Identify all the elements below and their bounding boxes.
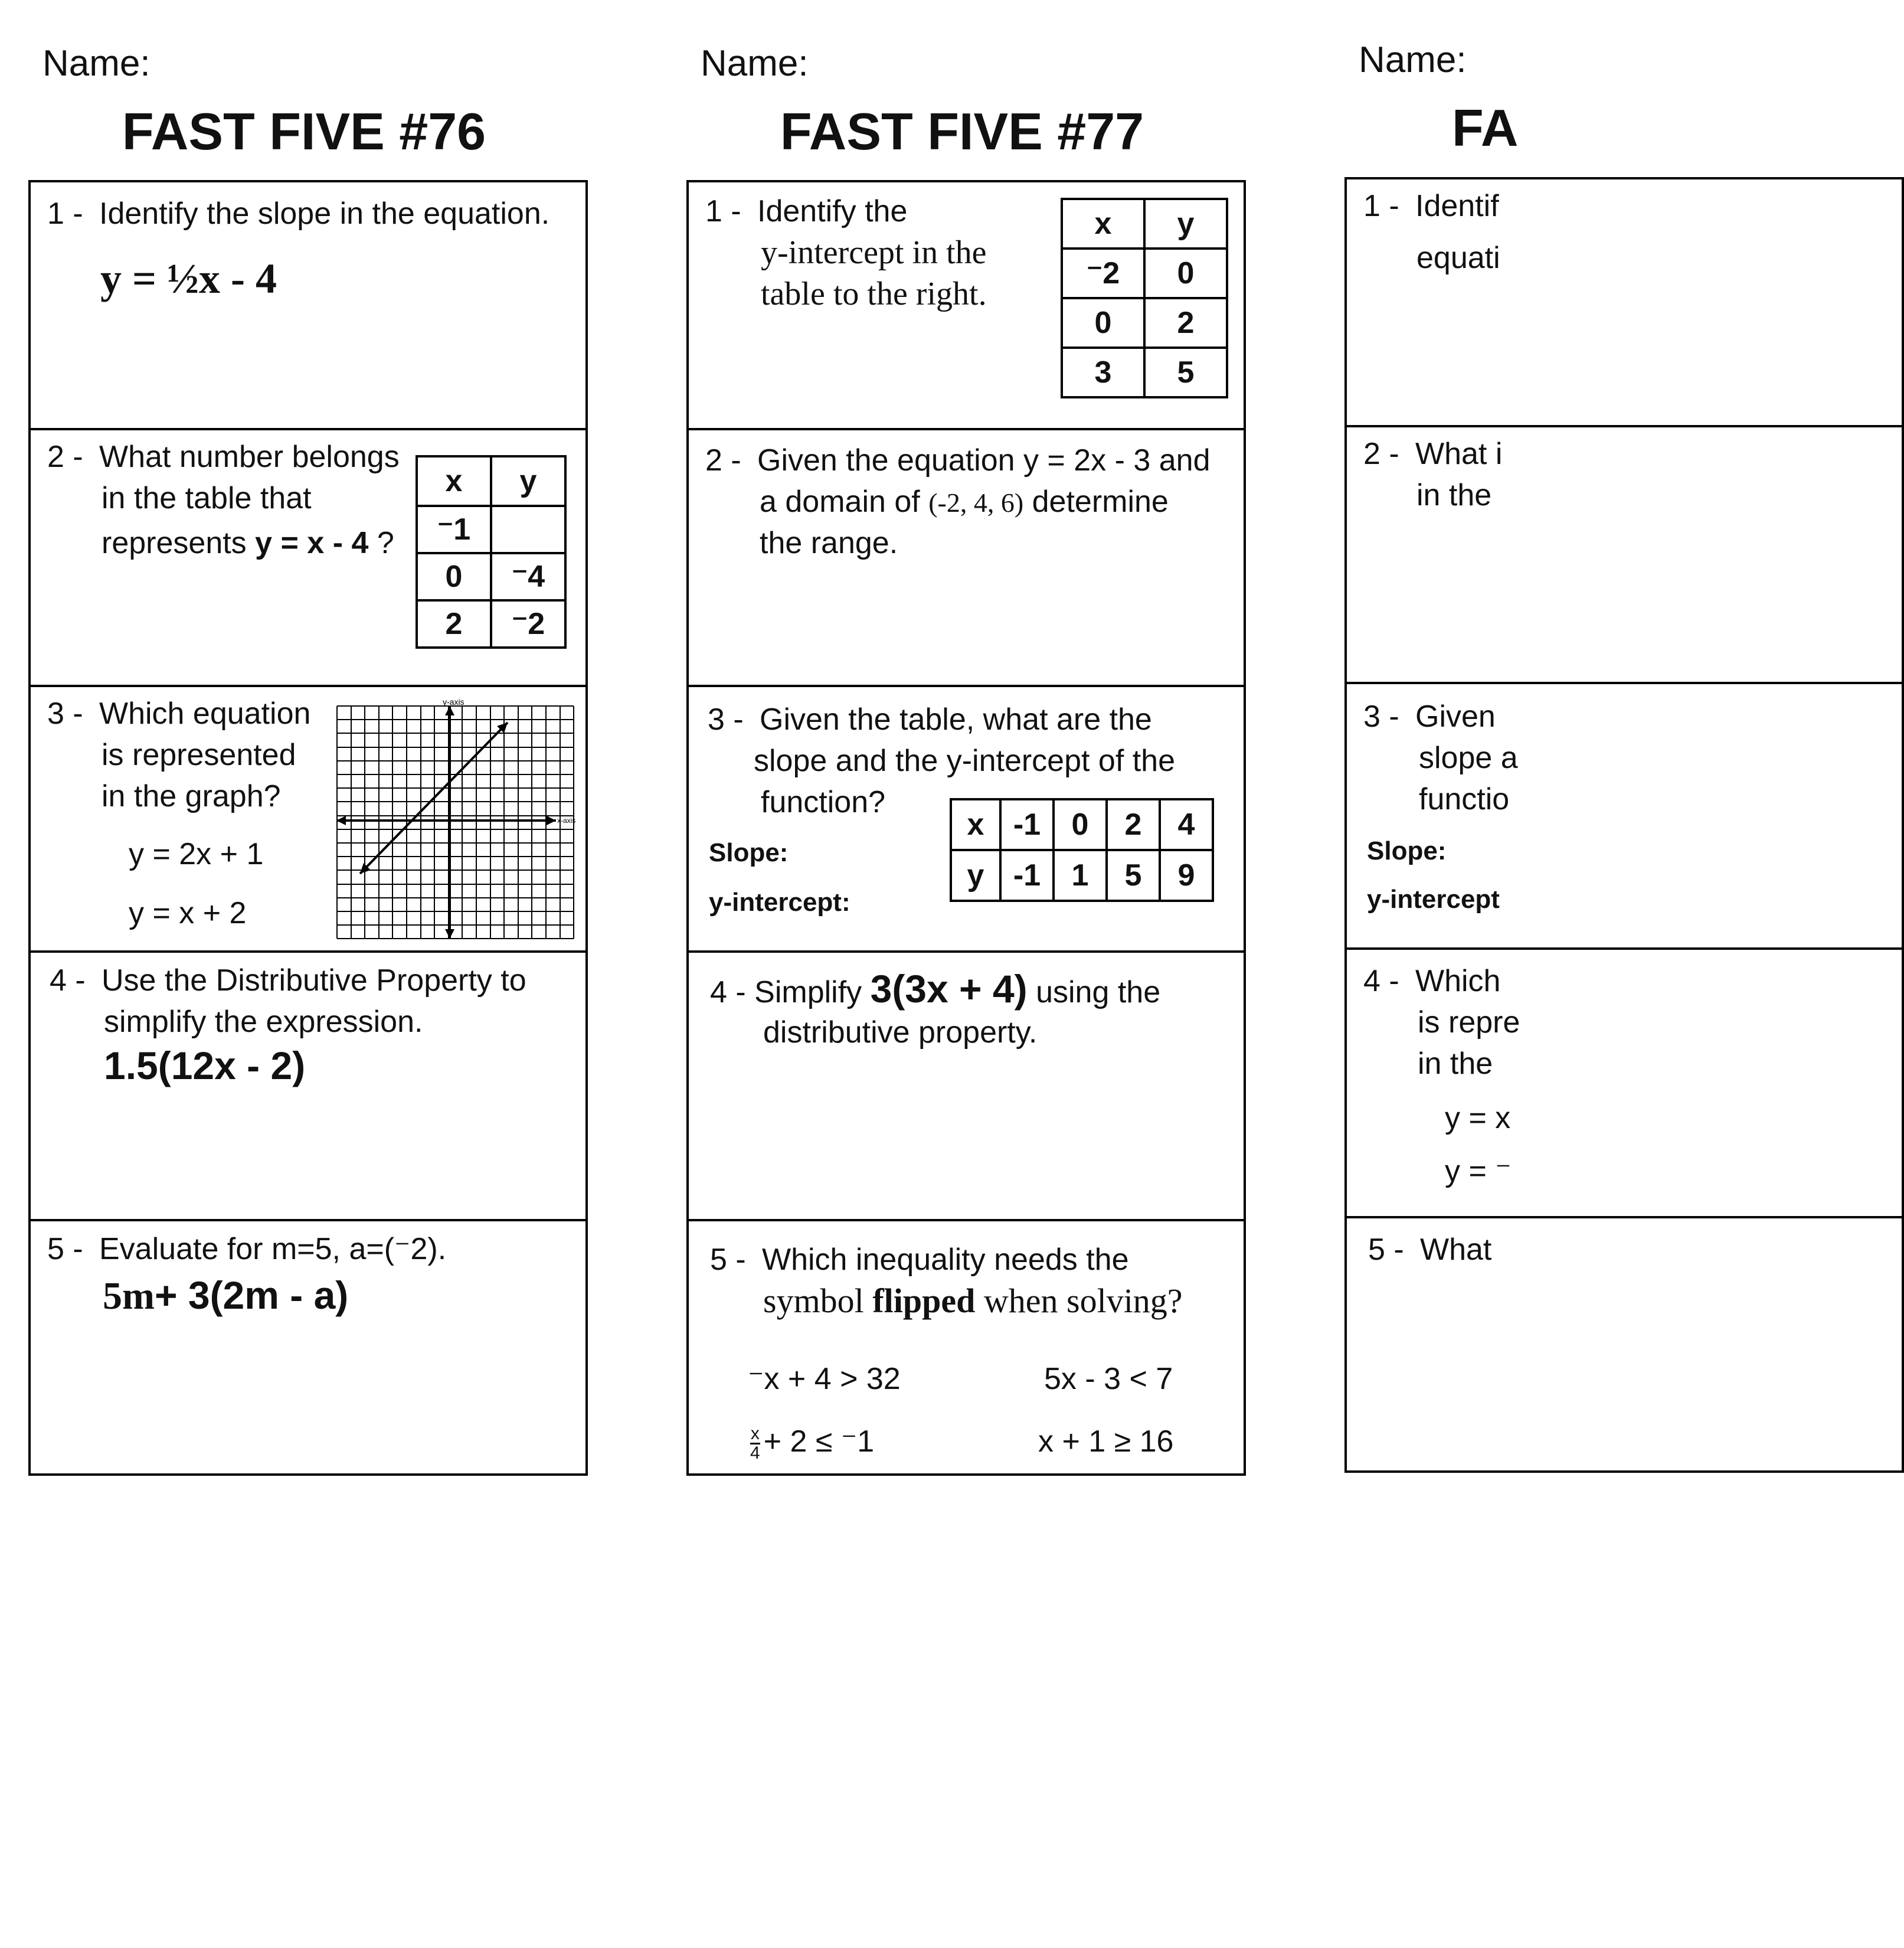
answer-option: y = x + 2 <box>129 896 247 930</box>
xy-table <box>1061 198 1228 398</box>
question-line: Given the equation y = 2x - 3 and <box>757 443 1211 478</box>
x-axis-label: x-axis <box>557 816 576 825</box>
inequality-option: ⁻x + 4 > 32 <box>748 1362 901 1396</box>
question-3 <box>689 687 1244 953</box>
question-line: in the <box>1418 1047 1493 1081</box>
table-cell: 2 <box>1107 799 1160 850</box>
table-header: x <box>417 456 491 506</box>
slope-label: Slope: <box>1367 836 1447 865</box>
fraction <box>750 1425 760 1462</box>
fraction-numerator: x <box>750 1423 760 1443</box>
table-cell: ⁻4 <box>491 553 565 600</box>
x-axis-arrow <box>336 816 346 825</box>
question-4 <box>689 953 1244 1221</box>
question-2 <box>1347 427 1902 684</box>
question-number: 4 - <box>1363 964 1399 998</box>
question-number: 3 - <box>1363 700 1399 734</box>
table-cell: ⁻2 <box>1062 249 1144 298</box>
question-line: a domain of <box>760 485 920 519</box>
question-number: 2 - <box>1363 437 1399 471</box>
y-axis-label: y-axis <box>443 697 464 707</box>
question-1 <box>31 182 585 430</box>
question-3 <box>31 687 585 953</box>
question-line: is represented <box>102 738 296 772</box>
answer-option: y = ⁻ <box>1445 1154 1512 1188</box>
question-4 <box>1347 950 1902 1218</box>
question-line: represents <box>102 526 247 560</box>
table-header: y <box>491 456 565 506</box>
page-title: FA <box>1452 99 1519 157</box>
question-box <box>686 180 1246 1476</box>
page-title: FAST FIVE #76 <box>122 102 486 161</box>
question-line: Given the table, what are the <box>760 702 1152 737</box>
question-line: slope and the y-intercept of the <box>754 744 1176 778</box>
question-line: table to the right. <box>761 276 987 312</box>
question-number: 1 - <box>47 197 83 231</box>
question-number: 5 - <box>1368 1233 1404 1267</box>
question-line: What <box>1420 1233 1492 1267</box>
table-cell: 0 <box>1062 298 1144 348</box>
table-cell: 9 <box>1160 850 1213 901</box>
table-cell: 1 <box>1054 850 1107 901</box>
question-line: when solving? <box>983 1282 1183 1320</box>
expression: 3(3x + 4) <box>870 967 1028 1011</box>
y-axis-arrow <box>445 706 454 715</box>
question-number: 2 - <box>705 443 741 478</box>
question-line: Given <box>1415 700 1496 734</box>
question-line: determine <box>1032 485 1169 519</box>
question-line: Which <box>1415 964 1501 998</box>
question-box <box>1344 177 1904 1473</box>
fraction-denominator: 4 <box>750 1443 760 1463</box>
table-cell: 4 <box>1160 799 1213 850</box>
function-table <box>950 798 1214 902</box>
inequality-option <box>750 1421 874 1462</box>
question-1 <box>1347 179 1902 427</box>
domain-values: (-2, 4, 6) <box>928 488 1024 518</box>
question-number: 3 - <box>47 697 83 731</box>
table-cell: 0 <box>1144 249 1227 298</box>
question-line: in the <box>1416 478 1492 512</box>
table-cell: 0 <box>417 553 491 600</box>
question-text: Identify the slope in the equation. <box>99 197 550 231</box>
question-line: Simplify <box>754 975 862 1009</box>
equation: y = x - 4 <box>255 526 369 560</box>
question-number: 4 - <box>50 963 86 998</box>
question-3 <box>1347 684 1902 950</box>
question-text: Evaluate for m=5, a=(⁻2). <box>99 1232 447 1266</box>
question-line: in the table that <box>102 481 312 515</box>
table-cell <box>491 506 565 553</box>
table-cell: 0 <box>1054 799 1107 850</box>
name-label: Name: <box>42 43 151 84</box>
question-line: Use the Distributive Property to <box>102 963 526 998</box>
question-number: 3 - <box>708 702 744 737</box>
question-2 <box>31 430 585 687</box>
table-cell: 5 <box>1144 348 1227 397</box>
question-line: using the <box>1036 975 1161 1009</box>
question-line: is repre <box>1418 1005 1520 1040</box>
question-line: in the graph? <box>102 779 281 813</box>
question-4 <box>31 953 585 1221</box>
equation: y = ½x - 4 <box>100 255 277 302</box>
inequality-option: x + 1 ≥ 16 <box>1038 1424 1174 1459</box>
coordinate-graph <box>336 697 576 942</box>
question-line: What number belongs <box>99 440 400 474</box>
sheet-78-partial <box>1316 0 1520 1948</box>
question-line: y-intercept in the <box>761 234 987 271</box>
question-number: 1 - <box>705 194 741 228</box>
table-cell: ⁻2 <box>491 600 565 648</box>
table-cell: ⁻1 <box>417 506 491 553</box>
expression-part: + 3(2m - a) <box>154 1273 349 1317</box>
question-line: functio <box>1419 782 1510 816</box>
page-title: FAST FIVE #77 <box>780 102 1144 161</box>
question-number: 5 - <box>47 1232 83 1266</box>
table-cell: 3 <box>1062 348 1144 397</box>
table-cell: y <box>951 850 1000 901</box>
question-line: function? <box>761 785 886 819</box>
question-5 <box>31 1221 585 1478</box>
question-line: Which inequality needs the <box>762 1243 1129 1277</box>
name-label: Name: <box>701 43 809 84</box>
answer-option: y = x <box>1445 1101 1511 1135</box>
table-cell: 2 <box>417 600 491 648</box>
table-cell: 2 <box>1144 298 1227 348</box>
question-2 <box>689 430 1244 687</box>
xy-table <box>416 455 567 649</box>
emphasis-word: flipped <box>872 1282 976 1320</box>
question-line: equati <box>1416 241 1500 275</box>
question-mark: ? <box>377 526 394 560</box>
question-line: slope a <box>1419 741 1518 775</box>
question-number: 5 - <box>710 1243 746 1277</box>
question-line: What i <box>1415 437 1503 471</box>
table-header: x <box>1062 199 1144 249</box>
intercept-label: y-intercept <box>1367 885 1500 914</box>
question-5 <box>689 1221 1244 1478</box>
question-number: 2 - <box>47 440 83 474</box>
table-cell: 5 <box>1107 850 1160 901</box>
question-line: symbol <box>763 1282 864 1320</box>
question-5 <box>1347 1218 1902 1475</box>
question-number: 4 - <box>710 975 746 1009</box>
question-line: simplify the expression. <box>104 1005 423 1039</box>
question-line: Identify the <box>757 194 908 228</box>
question-line: Which equation <box>99 697 311 731</box>
question-line: Identif <box>1415 189 1499 223</box>
expression-part: 5m <box>103 1274 155 1318</box>
name-label: Name: <box>1359 40 1467 80</box>
inequality-rest: + 2 ≤ ⁻1 <box>763 1424 875 1459</box>
table-header: y <box>1144 199 1227 249</box>
expression: 1.5(12x - 2) <box>104 1044 306 1087</box>
question-line: the range. <box>760 526 898 560</box>
slope-label: Slope: <box>709 838 789 867</box>
table-cell: -1 <box>1000 850 1054 901</box>
intercept-label: y-intercept: <box>709 888 850 917</box>
question-line: distributive property. <box>763 1015 1038 1050</box>
y-axis-arrow <box>445 929 454 939</box>
question-1 <box>689 182 1244 430</box>
question-box <box>28 180 588 1476</box>
table-cell: x <box>951 799 1000 850</box>
answer-option: y = 2x + 1 <box>129 837 264 871</box>
x-axis-arrow <box>547 816 556 825</box>
table-cell: -1 <box>1000 799 1054 850</box>
inequality-option: 5x - 3 < 7 <box>1044 1362 1173 1396</box>
question-number: 1 - <box>1363 189 1399 223</box>
